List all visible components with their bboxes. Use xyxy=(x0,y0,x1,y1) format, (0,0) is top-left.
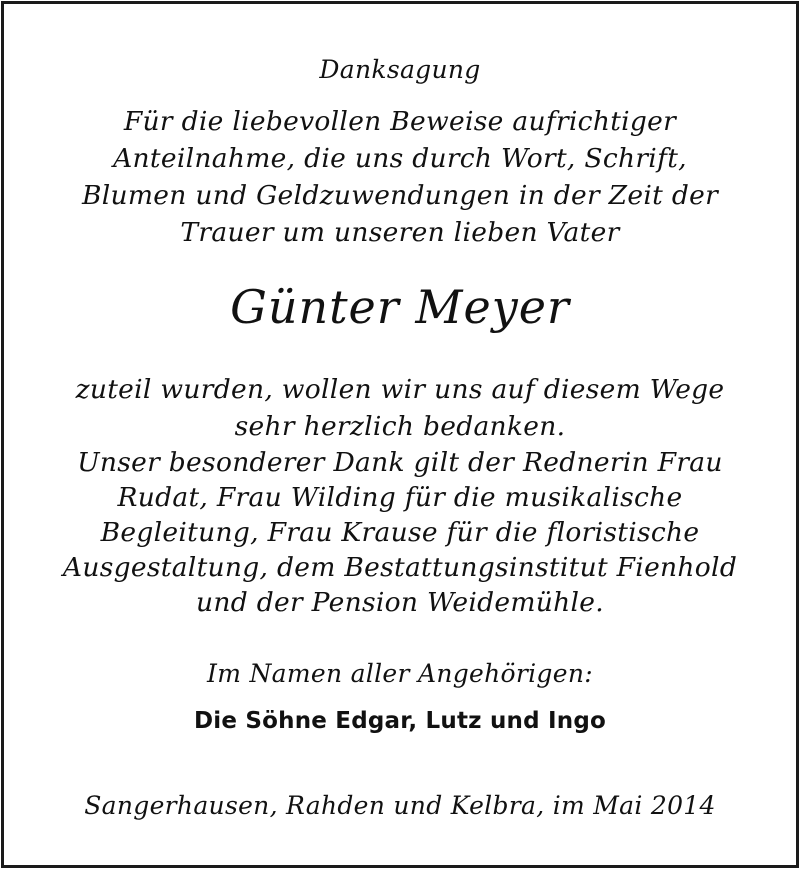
body-line-3: Unser besonderer Dank gilt der Rednerin Frau xyxy=(77,447,723,478)
intro-line-1: Für die liebevollen Beweise aufrichtiger xyxy=(123,106,677,137)
body-line-7: und der Pension Weidemühle. xyxy=(196,587,604,618)
intro-line-2: Anteilnahme, die uns durch Wort, Schrift, xyxy=(113,143,687,174)
heading: Danksagung xyxy=(319,55,481,84)
signature: Die Söhne Edgar, Lutz und Ingo xyxy=(193,708,606,734)
body-line-4: Rudat, Frau Wilding für die musikalische xyxy=(117,482,683,513)
body-line-5: Begleitung, Frau Krause für die floristische xyxy=(100,517,700,548)
body-line-6: Ausgestaltung, dem Bestattungsinstitut Fienhold xyxy=(62,552,738,583)
place-and-date: Sangerhausen, Rahden und Kelbra, im Mai 2014 xyxy=(84,791,716,820)
deceased-name: Günter Meyer xyxy=(230,280,570,334)
intro-line-4: Trauer um unseren lieben Vater xyxy=(180,217,620,248)
closing-line: Im Namen aller Angehörigen: xyxy=(207,659,593,688)
intro-line-3: Blumen und Geldzuwendungen in der Zeit der xyxy=(81,180,719,211)
body-line-1: zuteil wurden, wollen wir uns auf diesem Wege xyxy=(75,374,725,405)
body-line-2: sehr herzlich bedanken. xyxy=(234,411,566,442)
